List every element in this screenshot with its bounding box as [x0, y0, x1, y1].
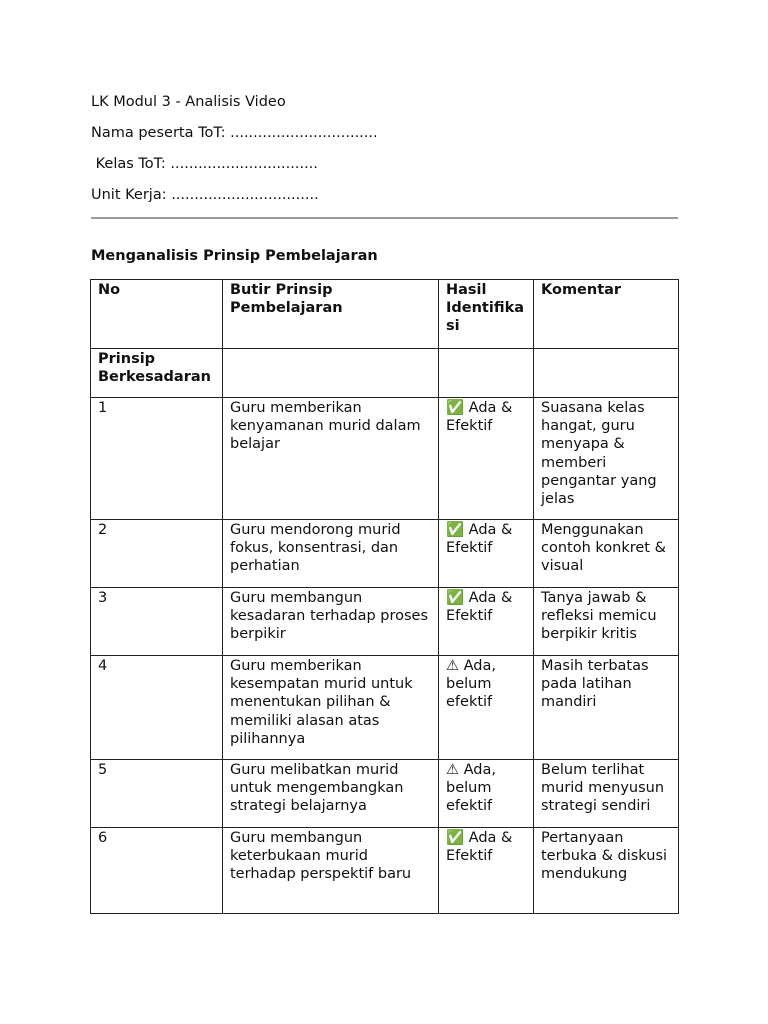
- row-komentar: Suasana kelas hangat, guru menyapa & memberi pengantar yang jelas: [534, 398, 679, 520]
- row-butir: Guru memberikan kesempatan murid untuk menentukan pilihan & memiliki alasan atas pilihannya: [223, 656, 439, 760]
- header-komentar: Komentar: [534, 280, 679, 349]
- row-komentar: Belum terlihat murid menyusun strategi sendiri: [534, 760, 679, 828]
- row-butir: Guru melibatkan murid untuk mengembangkan strategi belajarnya: [223, 760, 439, 828]
- row-butir: Guru memberikan kenyamanan murid dalam belajar: [223, 398, 439, 520]
- table-row: [91, 656, 679, 760]
- header-no: No: [91, 280, 223, 349]
- class-field: Kelas ToT: ................................: [91, 156, 318, 172]
- row-no: 3: [91, 588, 223, 656]
- header-hasil: Hasil Identifikasi: [439, 280, 534, 349]
- empty-cell: [223, 349, 439, 398]
- principles-table: [90, 279, 679, 914]
- row-hasil: ⚠ Ada, belum efektif: [439, 656, 534, 760]
- table-row: [91, 760, 679, 828]
- row-no: 1: [91, 398, 223, 520]
- empty-cell: [534, 349, 679, 398]
- table-header-row: [91, 280, 679, 349]
- table-row: [91, 520, 679, 588]
- table-row: [91, 588, 679, 656]
- table-row: [91, 398, 679, 520]
- row-hasil: ✅ Ada & Efektif: [439, 520, 534, 588]
- section-label: Prinsip Berkesadaran: [91, 349, 223, 398]
- section-row: [91, 349, 679, 398]
- empty-cell: [439, 349, 534, 398]
- row-no: 6: [91, 828, 223, 914]
- row-komentar: Menggunakan contoh konkret & visual: [534, 520, 679, 588]
- row-komentar: Masih terbatas pada latihan mandiri: [534, 656, 679, 760]
- participant-name-field: Nama peserta ToT: ................................: [91, 125, 378, 141]
- work-unit-field: Unit Kerja: ................................: [91, 187, 319, 203]
- document-title: LK Modul 3 - Analisis Video: [91, 94, 286, 110]
- section-heading: Menganalisis Prinsip Pembelajaran: [91, 248, 378, 264]
- row-hasil: ✅ Ada & Efektif: [439, 828, 534, 914]
- row-butir: Guru membangun keterbukaan murid terhadap perspektif baru: [223, 828, 439, 914]
- row-komentar: Tanya jawab & refleksi memicu berpikir kritis: [534, 588, 679, 656]
- row-hasil: ✅ Ada & Efektif: [439, 588, 534, 656]
- row-butir: Guru mendorong murid fokus, konsentrasi, dan perhatian: [223, 520, 439, 588]
- row-hasil: ⚠ Ada, belum efektif: [439, 760, 534, 828]
- row-no: 2: [91, 520, 223, 588]
- horizontal-divider: [91, 217, 678, 219]
- row-no: 4: [91, 656, 223, 760]
- row-butir: Guru membangun kesadaran terhadap proses berpikir: [223, 588, 439, 656]
- row-komentar: Pertanyaan terbuka & diskusi mendukung: [534, 828, 679, 914]
- row-hasil: ✅ Ada & Efektif: [439, 398, 534, 520]
- row-no: 5: [91, 760, 223, 828]
- header-butir: Butir Prinsip Pembelajaran: [223, 280, 439, 349]
- table-row: [91, 828, 679, 914]
